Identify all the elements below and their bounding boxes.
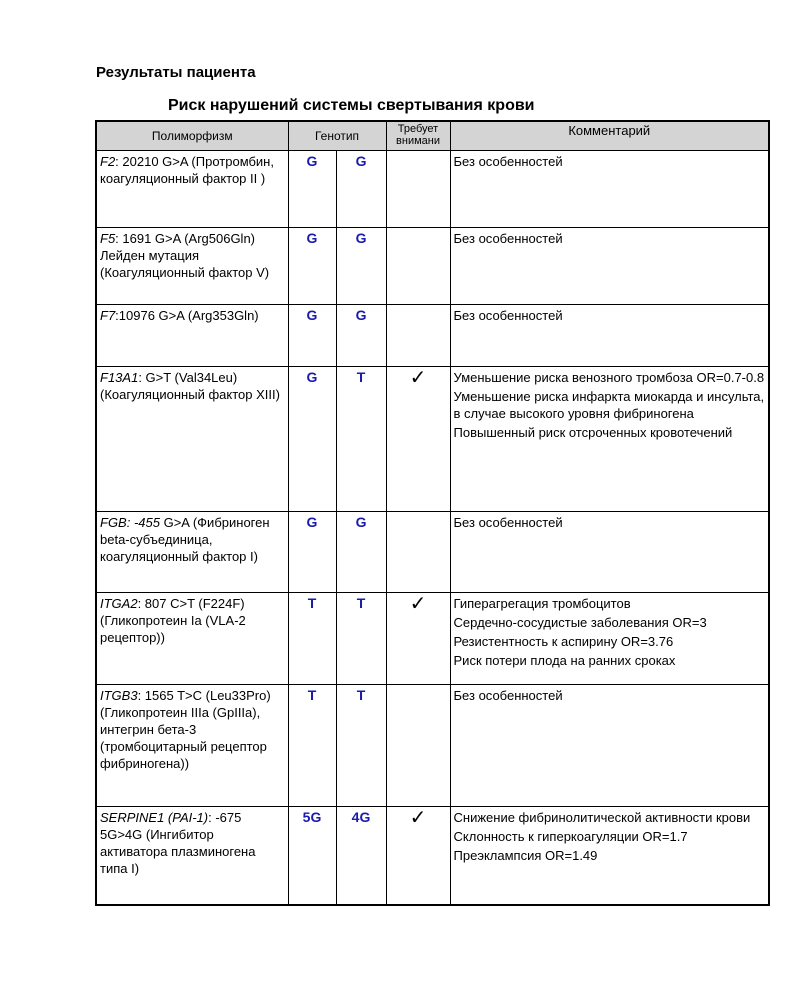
polymorphism-cell <box>96 593 288 685</box>
attention-check <box>386 305 450 367</box>
comment-line: Склонность к гиперкоагуляции OR=1.7 <box>453 829 688 844</box>
section-title: Риск нарушений системы свертывания крови <box>168 97 535 114</box>
comment-cell <box>450 228 769 305</box>
attention-check <box>386 228 450 305</box>
table-row <box>96 685 769 807</box>
comment-cell <box>450 593 769 685</box>
gene-name: F5 <box>100 231 116 246</box>
polymorphism-cell <box>96 151 288 228</box>
polymorphism-cell <box>96 367 288 512</box>
variant-text: : 1565 T>C (Leu33Pro) (Гликопротеин IIIa (GpIIIa), интегрин бета-3 (тромбоцитарный рецептор фибриногена)) <box>100 688 271 771</box>
polymorphism-cell <box>96 685 288 807</box>
allele-1: G <box>288 151 336 228</box>
comment-line: Риск потери плода на ранних сроках <box>453 653 676 668</box>
comment-cell <box>450 512 769 593</box>
comment-cell <box>450 685 769 807</box>
gene-name: ITGB3 <box>100 688 138 703</box>
allele-2: G <box>336 151 386 228</box>
polymorphism-cell <box>96 807 288 905</box>
header-attention <box>386 121 450 151</box>
gene-name: SERPINE1 (PAI-1) <box>100 810 209 825</box>
attention-check <box>386 151 450 228</box>
variant-text: : G>T (Val34Leu) (Коагуляционный фактор XIII) <box>100 370 280 402</box>
gene-name: F7 <box>100 308 116 323</box>
comment-line: Без особенностей <box>453 308 563 323</box>
comment-cell <box>450 151 769 228</box>
allele-1: 5G <box>288 807 336 905</box>
attention-check <box>386 512 450 593</box>
header-polymorphism: Полиморфизм <box>96 121 288 151</box>
allele-2: G <box>336 512 386 593</box>
allele-2: G <box>336 228 386 305</box>
header-attention-line2: внимани <box>396 135 440 147</box>
gene-name: F13A1 <box>100 370 139 385</box>
table-row <box>96 807 769 905</box>
table-row <box>96 367 769 512</box>
page-title: Результаты пациента <box>96 64 256 81</box>
allele-2: G <box>336 305 386 367</box>
attention-check: ✓ <box>386 807 450 905</box>
attention-check: ✓ <box>386 593 450 685</box>
variant-text: : 807 C>T (F224F) (Гликопротеин Ia (VLA-2 рецептор)) <box>100 596 246 645</box>
variant-text: : -675 5G>4G (Ингибитор активатора плазминогена типа I) <box>100 810 256 876</box>
allele-2: 4G <box>336 807 386 905</box>
allele-1: G <box>288 228 336 305</box>
comment-line: Резистентность к аспирину OR=3.76 <box>453 634 674 649</box>
comment-line: Без особенностей <box>453 231 563 246</box>
header-attention-line1: Требует <box>397 123 439 135</box>
gene-name: ITGA2 <box>100 596 138 611</box>
table-row <box>96 151 769 228</box>
header-genotype: Генотип <box>288 121 386 151</box>
polymorphism-cell <box>96 305 288 367</box>
table-row <box>96 512 769 593</box>
comment-cell <box>450 807 769 905</box>
comment-line: Сердечно-сосудистые заболевания OR=3 <box>453 615 707 630</box>
variant-text: : 20210 G>A (Протромбин, коагуляционный фактор II ) <box>100 154 274 186</box>
table-row <box>96 305 769 367</box>
allele-2: T <box>336 593 386 685</box>
table-row <box>96 593 769 685</box>
header-comment: Комментарий <box>450 121 769 151</box>
polymorphism-cell <box>96 512 288 593</box>
variant-text: :10976 G>A (Arg353Gln) <box>115 308 259 323</box>
allele-1: T <box>288 685 336 807</box>
comment-line: Гиперагрегация тромбоцитов <box>453 596 631 611</box>
attention-check: ✓ <box>386 367 450 512</box>
table-header-row <box>96 121 769 151</box>
polymorphism-cell <box>96 228 288 305</box>
comment-line: Снижение фибринолитической активности крови <box>453 810 751 825</box>
comment-line: Без особенностей <box>453 154 563 169</box>
comment-line: Повышенный риск отсроченных кровотечений <box>453 425 733 440</box>
gene-name: F2 <box>100 154 116 169</box>
allele-1: G <box>288 367 336 512</box>
variant-text: : 1691 G>A (Arg506Gln) Лейден мутация (Коагуляционный фактор V) <box>100 231 270 280</box>
allele-1: G <box>288 305 336 367</box>
comment-line: Без особенностей <box>453 515 563 530</box>
allele-2: T <box>336 685 386 807</box>
comment-cell <box>450 367 769 512</box>
results-table <box>95 120 770 906</box>
comment-cell <box>450 305 769 367</box>
allele-1: G <box>288 512 336 593</box>
comment-line: Уменьшение риска инфаркта миокарда и инсульта, в случае высокого уровня фибриногена <box>453 389 765 421</box>
variant-text: G>A (Фибриноген beta-субъединица, коагуляционный фактор I) <box>100 515 270 564</box>
gene-name: FGB: -455 <box>100 515 160 530</box>
comment-line: Без особенностей <box>453 688 563 703</box>
comment-line: Преэклампсия OR=1.49 <box>453 848 598 863</box>
comment-line: Уменьшение риска венозного тромбоза OR=0.7-0.8 <box>453 370 765 385</box>
allele-2: T <box>336 367 386 512</box>
table-row <box>96 228 769 305</box>
attention-check <box>386 685 450 807</box>
allele-1: T <box>288 593 336 685</box>
